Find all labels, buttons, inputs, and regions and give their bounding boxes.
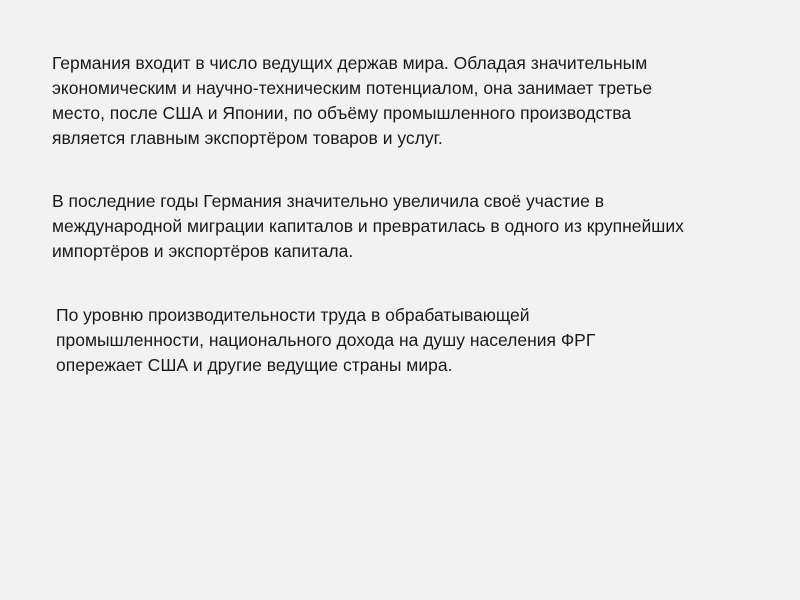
paragraph-capital-migration: В последние годы Германия значительно увеличила своё участие в международной миграции капиталов и превратилась в одного из крупнейших импортёров и экспортёров капитала.: [52, 191, 684, 261]
paragraph-economy-overview: Германия входит в число ведущих держав мира. Обладая значительным экономическим и научно-техническим потенциалом, она занимает третье место, после США и Японии, по объёму промышленного производства является главным экспортёром товаров и услуг.: [52, 53, 653, 148]
paragraph-labor-productivity: По уровню производительности труда в обрабатывающей промышленности, национального дохода на душу населения ФРГ опережает США и другие ведущие страны мира.: [56, 305, 596, 375]
